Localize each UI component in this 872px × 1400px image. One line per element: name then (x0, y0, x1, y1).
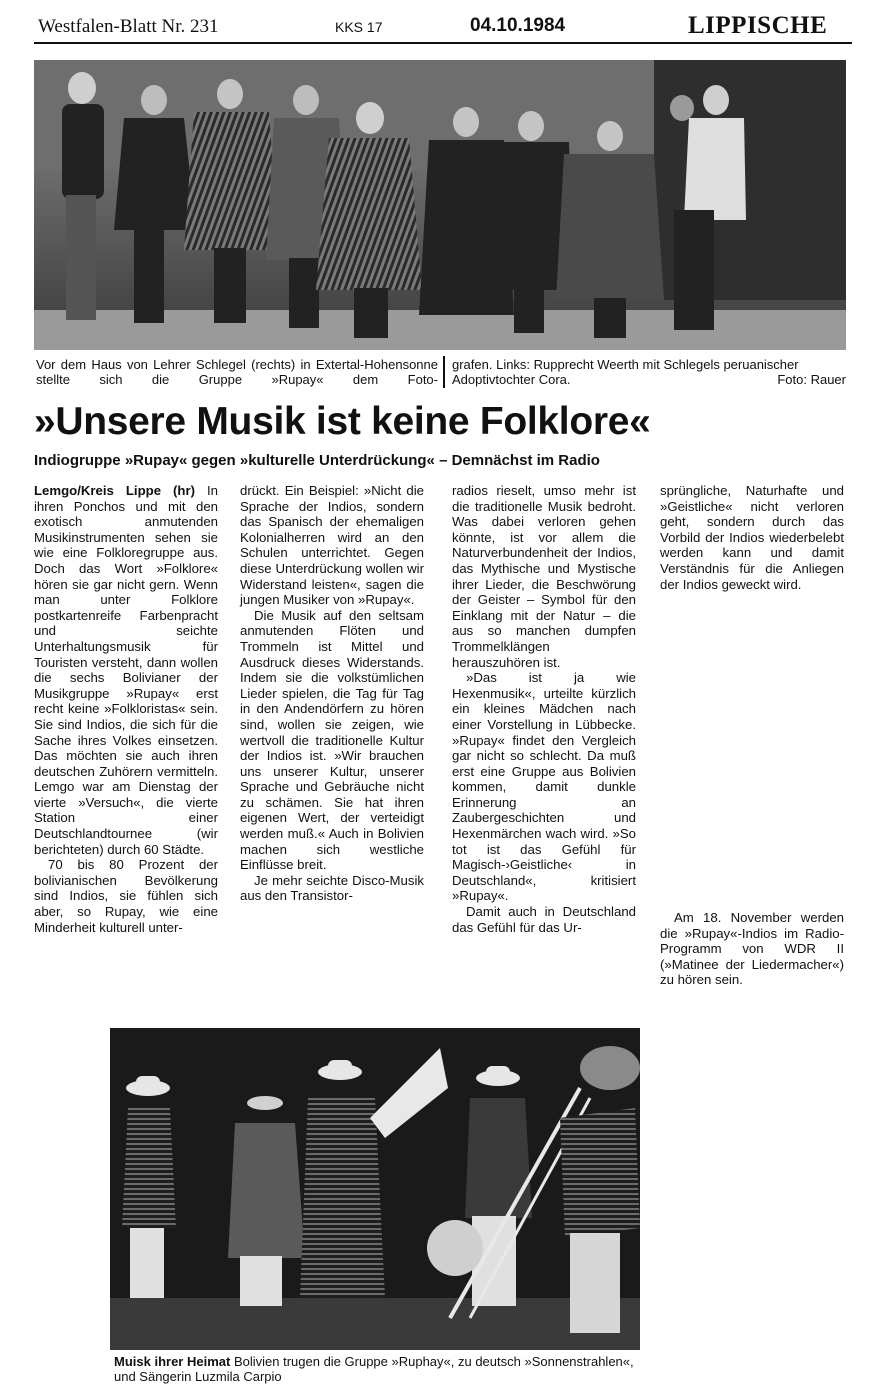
issue-date: 04.10.1984 (470, 15, 566, 36)
article-paragraph: Die Musik auf den seltsam anmutenden Flöten und Trommeln ist Mittel und Ausdruck dieses Widerstands. Indem sie die volkstümlichen Lieder spielen, die Tag für Tag in den Andendörfern zu hören sind, wollen sie zeigen, wie wertvoll die traditionelle Kultur der Indios ist. »Wir brauchen uns unserer Kultur, unserer Sprache und Gebräuche nicht zu schämen. Sie hat ihren eigenen Wert, der verteidigt werden muß.« Auch in Bolivien machen sich westliche Einflüsse breit. (240, 607, 424, 873)
article-column-1 (34, 483, 218, 935)
article-column-2 (240, 483, 424, 904)
article-paragraph: 70 bis 80 Prozent der bolivianischen Bevölkerung sind Indios, sie fühlen sich aber, so Rupay, wie eine Minderheit kulturell unter- (34, 857, 218, 935)
radio-notice-text: Am 18. November werden die »Rupay«-Indios im Radio-Programm von WDR II (»Matinee der Liedermacher«) zu hören sein. (660, 910, 844, 988)
subheadline: Indiogruppe »Rupay« gegen »kulturelle Unterdrückung« – Demnächst im Radio (34, 452, 600, 469)
radio-notice (660, 910, 844, 988)
caption-divider (443, 356, 445, 388)
article-paragraph (34, 483, 218, 857)
article-paragraph: sprüngliche, Naturhafte und »Geistliche« nicht verloren geht, sondern durch das Vorbild der Indios wiederbelebt werden kann und damit Verständnis für die Anliegen der Indios geweckt wird. (660, 483, 844, 592)
article-paragraph: Damit auch in Deutschland das Gefühl für das Ur- (452, 904, 636, 935)
article-paragraph: Je mehr seichte Disco-Musik aus den Transistor- (240, 872, 424, 904)
caption-lead: Muisk ihrer Heimat (114, 1354, 231, 1369)
paragraph-text: In ihren Ponchos und mit den exotisch anmutenden Musikinstrumenten sehen sie wie eine Folkloregruppe aus. Doch das Wort »Folklore« hören sie gar nicht gern. Wenn man unter Folklore postkartenreife Farbenpracht und seichte Unterhaltungsmusik für Touristen versteht, dann wollen die sechs Bolivianer der Musikgruppe »Rupay« erst recht keine »Folkloristas« sein. Sie sind Indios, die sich für die Sache ihres Volkes einsetzen. Das möchten sie auch ihren deutschen Zuhörern vermitteln. Lemgo war am Dienstag der vierte »Versuch«, die vierte Station einer Deutschlandtournee (wir berichteten) durch 60 Städte. (34, 483, 218, 857)
headline: »Unsere Musik ist keine Folklore« (34, 400, 651, 443)
performance-photo (110, 1028, 640, 1350)
dateline: Lemgo/Kreis Lippe (hr) (34, 483, 195, 498)
performance-photo-caption (114, 1354, 644, 1384)
page-code: KKS 17 (335, 19, 383, 35)
photo-caption-left: Vor dem Haus von Lehrer Schlegel (rechts) in Extertal-Hohensonne stellte sich die Gruppe »Rupay« dem Foto- (36, 357, 438, 387)
article-column-4 (660, 483, 844, 592)
article-paragraph: »Das ist ja wie Hexenmusik«, urteilte kürzlich ein kleines Mädchen nach einer Vorstellung in Lübbecke. »Rupay« findet den Vergleich gar nicht so schlecht. Da muß erst eine Gruppe aus Bolivien kommen, damit dunkle Erinnerung an Zaubergeschichten und Hexenmärchen wach wird. »So tot ist das Gefühl für Magisch-›Geistliche‹ in Deutschland«, kritisiert »Rupay«. (452, 670, 636, 904)
photo-caption-right-text: grafen. Links: Rupprecht Weerth mit Schlegels peruanischer Adoptivtochter Cora. (452, 357, 799, 387)
article-paragraph: drückt. Ein Beispiel: »Nicht die Sprache der Indios, sondern das Spanisch der ehemaligen Kolonialherren wird an den Schulen unterrichtet. Gegen diese Unterdrückung wollen wir Widerstand leisten«, sagen die jungen Musiker von »Rupay«. (240, 483, 424, 608)
header-rule (34, 42, 852, 44)
photo-credit: Foto: Rauer (777, 372, 846, 387)
article-column-3 (452, 483, 636, 935)
group-photo (34, 60, 846, 350)
photo-caption-right (452, 357, 846, 387)
section-title: LIPPISCHE (688, 12, 828, 39)
caption-text: Bolivien trugen die Gruppe »Ruphay«, zu deutsch »Sonnenstrahlen«, und Sängerin Luzmila Carpio (114, 1354, 634, 1384)
article-paragraph: radios rieselt, umso mehr ist die traditionelle Musik bedroht. Was dabei verloren gehen könnte, ist vor allem die Naturverbundenheit der Indios, das Mythische und Mystische ihrer Lieder, die Beschwörung der Geister – Symbol für den Einklang mit der Natur – die aus so manchen dumpfen Trommelklängen herauszuhören ist. (452, 483, 636, 670)
publication-name: Westfalen-Blatt Nr. 231 (38, 16, 219, 37)
